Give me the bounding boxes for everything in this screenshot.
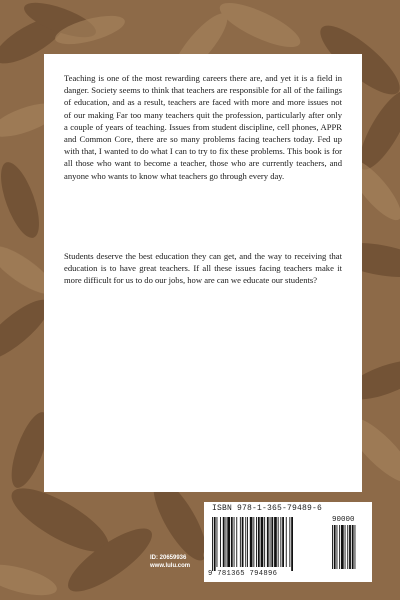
barcode-bars	[210, 515, 366, 571]
publisher-id: ID: 20659936	[150, 555, 187, 561]
publisher-website: www.lulu.com	[150, 563, 191, 569]
price-code: 90000	[332, 516, 355, 524]
isbn-label: ISBN 978-1-365-79489-6	[212, 504, 323, 513]
back-cover-text-panel	[44, 54, 362, 492]
description-paragraph-1: Teaching is one of the most rewarding careers there are, and yet it is a field in danger. Society seems to think that teachers are responsible for all of the failings of education, and as a result, teachers are faced with more and more issues not of our making Far too many teachers quit the profession, particularly after only a couple of years of teaching. Issues from student discipline, cell phones, APPR and Common Core, there are so many problems facing teachers today. Fed up with that, I wanted to do what I can to try to fix these problems. This book is for all those who want to become a teacher, those who are currently teachers, and anyone who wants to know what teachers go through every day.	[64, 73, 342, 181]
description-paragraph-2: Students deserve the best education they can get, and the way to receiving that education is to have great teachers. If all these issues facing teachers make it more difficult for us to do our jobs, how are can we educate our students?	[64, 251, 342, 286]
barcode-digits: 9 781365 794896	[208, 570, 278, 578]
publisher-info	[150, 554, 190, 570]
isbn-barcode-box	[204, 502, 372, 582]
